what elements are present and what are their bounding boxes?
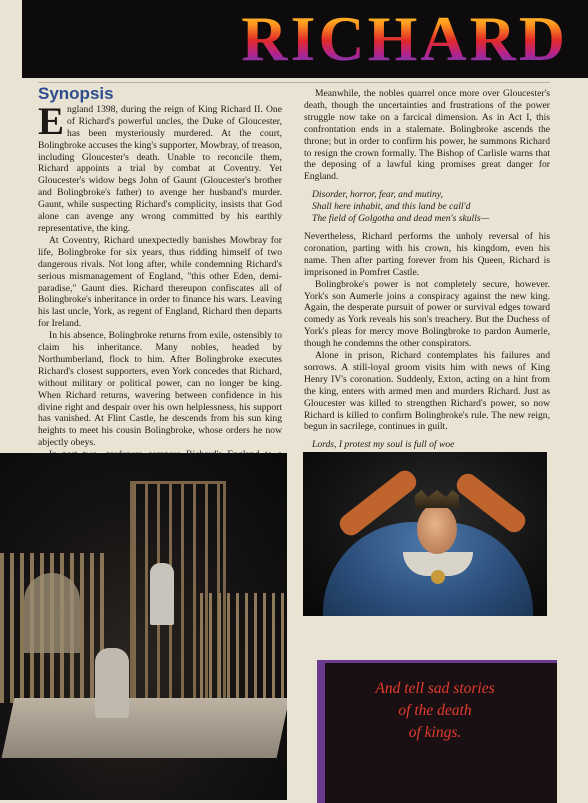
synopsis-paragraph: In his absence, Bolingbroke returns from exile, ostensibly to claim his inheritance. Many nobles, headed by Northumberland, flock to him. After Bolingbroke executes Richard's closest supporters, even York concedes that Richard, without military or political power, can no longer be king. When Richard returns, wavering between confidence in his divine right and despair over his own helplessness, his support has vanished. At Flint Castle, he descends from his sun king heights to meet his cousin Bolingbroke, whose orders he now abjectly obeys.: [38, 330, 282, 449]
synopsis-paragraph: At Coventry, Richard unexpectedly banishes Mowbray for life, Bolingbroke for six years, thus ridding himself of two dangerous rivals. Not long after, while condemning Richard's serious mismanagement of England, "this other Eden, demi-paradise," Gaunt dies. Richard thereupon confiscates all of Bolingbroke's inheritance in order to finance his wars. Leaving his last uncle, York, as regent of England, Richard then departs for Ireland.: [38, 234, 282, 330]
pull-quote-line: of the death: [398, 702, 472, 719]
paragraph-text: ngland 1398, during the reign of King Richard II. One of Richard's powerful uncles, the Duke of Gloucester, has been mysteriously murdered. At the court, Bolingbroke accuses the king's supporter, Mowbray, of treason, including Gloucester's death. Unable to reconcile them, Richard appoints a trial by combat at Coventry. Yet Gloucester's widow begs John of Gaunt (Gloucester's brother and Bolingbroke's father) to avenge her husband's murder. Gaunt, while suspecting Richard's complicity, insists that God alone can avenge any wrong committed by his earthly representative, the king.: [38, 103, 282, 234]
set-arch: [24, 573, 80, 653]
verse-line: Shall here inhabit, and this land be call'd: [312, 201, 471, 213]
set-figure: [95, 648, 129, 718]
verse-line: Disorder, horror, fear, and mutiny,: [312, 189, 443, 201]
dropcap: E: [38, 99, 65, 143]
synopsis-paragraph: Alone in prison, Richard contemplates his failures and sorrows. A still-loyal groom visits him with news of King Henry IV's coronation. Suddenly, Exton, acting on a hint from the king, enters with armed men and murders Richard. Just as Gloucester was killed to strengthen Richard's power, so now Richard is killed to confirm Bolingbroke's rule. The new reign, begun in sacrilege, continues in guilt.: [304, 350, 550, 433]
pull-quote: [340, 678, 530, 744]
set-platform: [2, 698, 287, 758]
actor-photo: [303, 452, 547, 616]
verse-quote: [312, 189, 550, 225]
actor-face: [417, 504, 457, 554]
synopsis-paragraph: Nevertheless, Richard performs the unholy reversal of his coronation, parting with his crown, his kingdom, even his name. Then after parting forever from his Queen, Richard is imprisoned in Pomfret Castle.: [304, 230, 550, 278]
page-title: RICHARD: [241, 3, 568, 74]
title-banner: [22, 0, 588, 78]
verse-line: Lords, I protest my soul is full of woe: [312, 439, 455, 451]
header-rule: [38, 82, 550, 83]
crown-icon: [415, 490, 459, 508]
synopsis-heading: Synopsis: [38, 84, 114, 103]
medal-icon: [431, 570, 445, 584]
pull-quote-line: And tell sad stories: [375, 680, 495, 697]
synopsis-column-right: [304, 88, 550, 481]
set-figure: [150, 563, 174, 625]
synopsis-paragraph: Bolingbroke's power is not completely secure, however. York's son Aumerle joins a conspiracy against the new king. Again, the desperate pursuit of power or survival edges toward comedy as York reveals his son's treachery. But the Duchess of York's pleas for mercy move Bolingbroke to pardon Aumerle, though he condemns the other conspirators.: [304, 278, 550, 350]
synopsis-paragraph: [38, 99, 282, 235]
stage-set-photo: [0, 453, 287, 800]
pull-quote-line: of kings.: [408, 724, 462, 741]
synopsis-column-left: [38, 84, 282, 497]
synopsis-paragraph: Meanwhile, the nobles quarrel once more over Gloucester's death, though the uncertainties and frustrations of the power struggle now take on a farcical dimension. As in Act I, this confrontation ends in a stalemate. Bolingbroke ascends the throne; but in order to confirm his power, he summons Richard to resign the crown formally. The Bishop of Carlisle warns that the deposing of a lawful king promises great danger for England.: [304, 88, 550, 183]
verse-line: The field of Golgotha and dead men's skulls—: [312, 213, 490, 225]
